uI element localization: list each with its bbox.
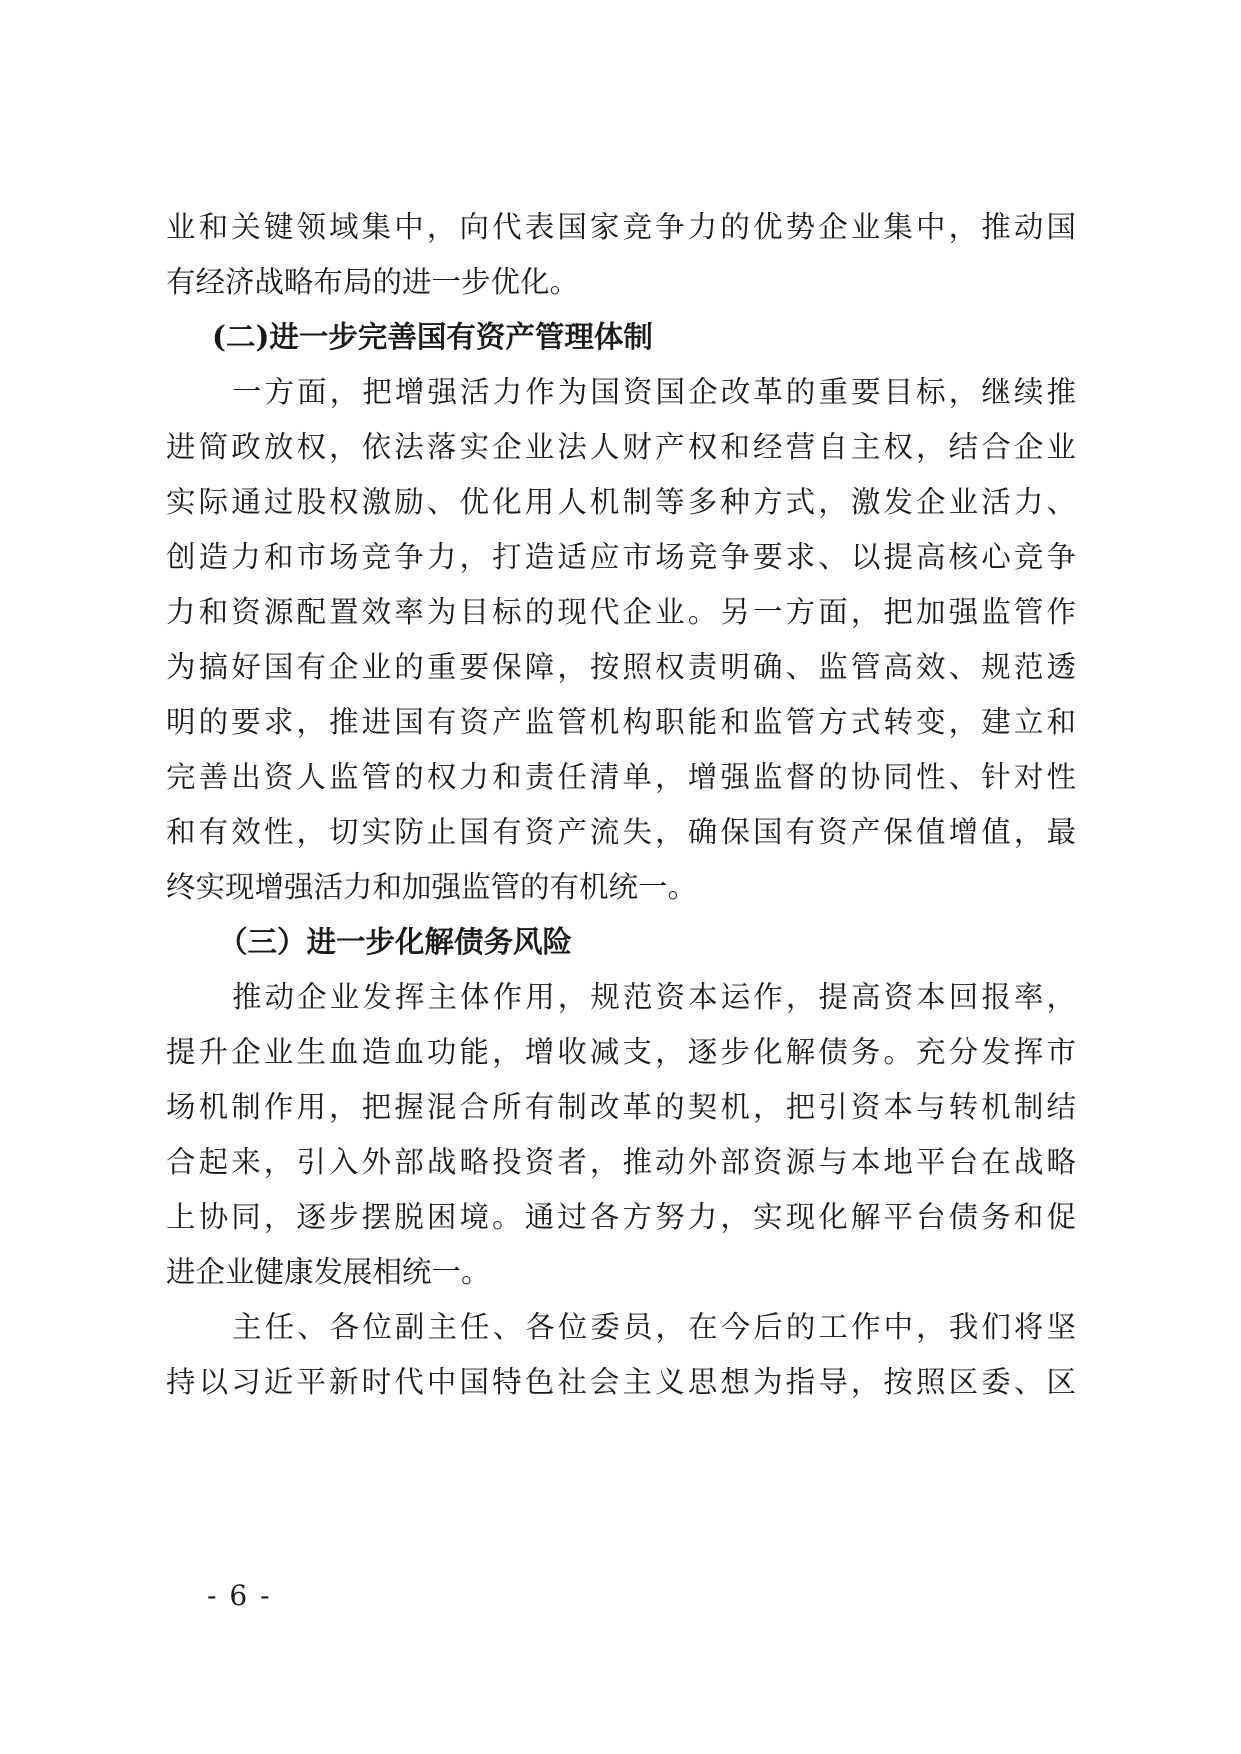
paragraph-line: 实际通过股权激励、优化用人机制等多种方式，激发企业活力、 xyxy=(166,485,1076,519)
section-heading: (二)进一步完善国有资产管理体制 xyxy=(212,319,653,354)
paragraph-line: 终实现增强活力和加强监管的有机统一。 xyxy=(166,870,698,904)
paragraph-line: 力和资源配置效率为目标的现代企业。另一方面，把加强监管作 xyxy=(166,595,1076,629)
paragraph-line: 和有效性，切实防止国有资产流失，确保国有资产保值增值，最 xyxy=(166,815,1076,849)
paragraph-line: 提升企业生血造血功能，增收减支，逐步化解债务。充分发挥市 xyxy=(166,1035,1076,1069)
paragraph-line: 有经济战略布局的进一步优化。 xyxy=(166,265,580,299)
paragraph-line: 上协同，逐步摆脱困境。通过各方努力，实现化解平台债务和促 xyxy=(166,1200,1076,1234)
paragraph-line: 进企业健康发展相统一。 xyxy=(166,1255,491,1289)
paragraph-line: 合起来，引入外部战略投资者，推动外部资源与本地平台在战略 xyxy=(166,1145,1076,1179)
paragraph-line: 主任、各位副主任、各位委员，在今后的工作中，我们将坚 xyxy=(232,1310,1076,1344)
paragraph-line: 一方面，把增强活力作为国资国企改革的重要目标，继续推 xyxy=(232,375,1076,409)
paragraph-line: 持以习近平新时代中国特色社会主义思想为指导，按照区委、区 xyxy=(166,1365,1076,1399)
paragraph-line: 明的要求，推进国有资产监管机构职能和监管方式转变，建立和 xyxy=(166,705,1076,739)
paragraph-line: 完善出资人监管的权力和责任清单，增强监督的协同性、针对性 xyxy=(166,760,1076,794)
paragraph-line: 场机制作用，把握混合所有制改革的契机，把引资本与转机制结 xyxy=(166,1090,1076,1124)
paragraph-line: 推动企业发挥主体作用，规范资本运作，提高资本回报率， xyxy=(232,980,1076,1014)
paragraph-line: 创造力和市场竞争力，打造适应市场竞争要求、以提高核心竞争 xyxy=(166,540,1076,574)
paragraph-line: 进简政放权，依法落实企业法人财产权和经营自主权，结合企业 xyxy=(166,430,1076,464)
section-heading: （三）进一步化解债务风险 xyxy=(218,924,573,959)
paragraph-line: 业和关键领域集中，向代表国家竞争力的优势企业集中，推动国 xyxy=(166,210,1076,244)
paragraph-line: 为搞好国有企业的重要保障，按照权责明确、监管高效、规范透 xyxy=(166,650,1076,684)
page-number: - 6 - xyxy=(207,1579,272,1612)
